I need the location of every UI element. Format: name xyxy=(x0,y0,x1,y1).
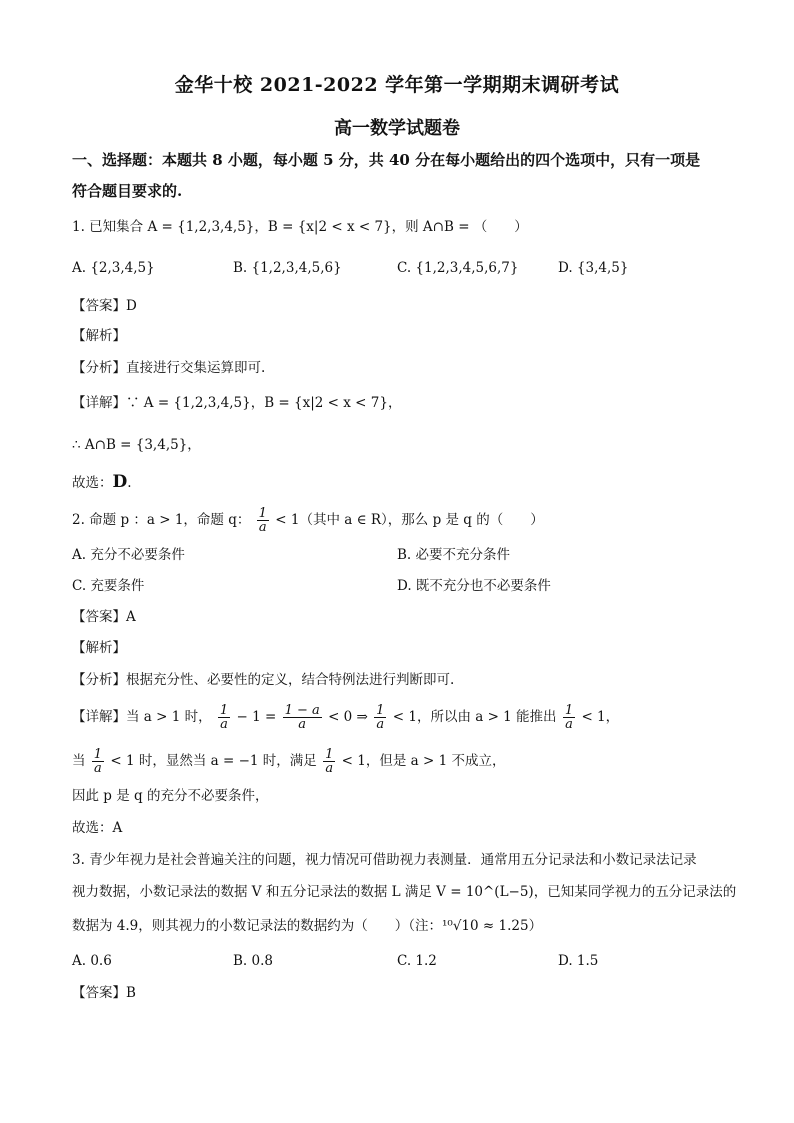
exam-title: 金华十校 2021-2022 学年第一学期期末调研考试 xyxy=(174,74,620,96)
q1-stem: 1. 已知集合 A = {1,2,3,4,5}，B = {x|2 < x < 7}，则 A∩B = （ ） xyxy=(72,219,528,235)
q1-answer: 【答案】D xyxy=(72,298,137,314)
frac-denominator: a xyxy=(376,717,385,732)
q2-d1-part1: 【详解】当 a > 1 时， xyxy=(72,709,212,725)
fraction xyxy=(283,704,322,731)
q2-d2-part2: < 1 时，显然当 a = −1 时，满足 xyxy=(110,753,317,769)
q3-line2: 视力数据，小数记录法的数据 V 和五分记录法的数据 L 满足 V = 10^(L−5)，已知某同学视力的五分记录法的 xyxy=(72,884,737,900)
frac-numerator: 1 xyxy=(258,506,267,521)
q1-detail-1: 【详解】∵ A = {1,2,3,4,5}，B = {x|2 < x < 7}， xyxy=(72,395,402,411)
frac-numerator: 1 xyxy=(376,703,385,718)
q2-d1-part4: < 1，所以由 a > 1 能推出 xyxy=(392,709,557,725)
fraction xyxy=(374,704,386,731)
q2-answer: 【答案】A xyxy=(72,609,136,625)
q2-choose: 故选：A xyxy=(72,820,123,836)
q3-option-b: B. 0.8 xyxy=(233,953,273,969)
q1-analysis-label: 【解析】 xyxy=(72,328,126,344)
q2-fraction xyxy=(257,507,269,534)
q3-line1: 3. 青少年视力是社会普遍关注的问题，视力情况可借助视力表测量．通常用五分记录法和小数记录法记录 xyxy=(72,852,697,868)
q1-choose-letter: D xyxy=(112,472,128,492)
frac-denominator: a xyxy=(565,717,573,732)
frac-denominator: a xyxy=(94,761,102,776)
q1-choose-prefix: 故选： xyxy=(72,475,113,491)
frac-numerator: 1 xyxy=(219,703,229,718)
q1-choose-suffix: . xyxy=(127,475,132,491)
exam-subtitle: 高一数学试题卷 xyxy=(334,118,460,139)
section-heading-line1: 一、选择题：本题共 8 小题，每小题 5 分，共 40 分在每小题给出的四个选项中，只有一项是 xyxy=(72,151,701,169)
q3-option-a: A. 0.6 xyxy=(72,953,112,969)
q2-option-a: A. 充分不必要条件 xyxy=(72,547,185,563)
q2-option-c: C. 充要条件 xyxy=(72,578,145,594)
q1-option-a: A. {2,3,4,5} xyxy=(72,260,155,276)
q1-detail-2: ∴ A∩B = {3,4,5}， xyxy=(72,437,201,453)
q2-option-b: B. 必要不充分条件 xyxy=(397,547,511,563)
frac-numerator: 1 xyxy=(325,747,334,762)
q2-d1-part2: − 1 = xyxy=(236,709,277,725)
frac-denominator: a xyxy=(298,717,307,732)
frac-denominator: a xyxy=(325,761,334,776)
q2-stem-part1: 2. 命题 p ：a > 1，命题 q： xyxy=(72,512,251,528)
q1-option-b: B. {1,2,3,4,5,6} xyxy=(233,260,342,276)
q2-analysis-label: 【解析】 xyxy=(72,640,126,656)
q2-analysis: 【分析】根据充分性、必要性的定义，结合特例法进行判断即可. xyxy=(72,672,455,688)
fraction xyxy=(92,748,104,775)
q2-d1-part5: < 1， xyxy=(581,709,620,725)
section-heading-line2: 符合题目要求的. xyxy=(72,182,183,200)
q3-answer: 【答案】B xyxy=(72,985,136,1001)
q2-option-d: D. 既不充分也不必要条件 xyxy=(397,578,551,594)
q1-option-c: C. {1,2,3,4,5,6,7} xyxy=(397,260,519,276)
q1-choose xyxy=(72,472,132,493)
q1-option-d: D. {3,4,5} xyxy=(558,260,629,276)
q2-stem xyxy=(72,507,544,534)
q3-option-c: C. 1.2 xyxy=(397,953,437,969)
fraction xyxy=(218,704,230,731)
q3-line3: 数据为 4.9，则其视力的小数记录法的数据约为（ ）（注：¹⁰√10 ≈ 1.25） xyxy=(72,918,543,934)
frac-numerator: 1 xyxy=(93,747,103,762)
q2-detail-3: 因此 p 是 q 的充分不必要条件， xyxy=(72,788,269,804)
q3-option-d: D. 1.5 xyxy=(558,953,599,969)
frac-numerator: 1 − a xyxy=(284,703,320,718)
q2-stem-part2: < 1（其中 a ∈ R），那么 p 是 q 的（ ） xyxy=(275,512,544,528)
fraction xyxy=(323,748,335,775)
frac-numerator: 1 xyxy=(564,703,574,718)
fraction xyxy=(563,704,575,731)
frac-denominator: a xyxy=(220,717,228,732)
q2-d1-part3: < 0 ⇒ xyxy=(328,709,368,725)
q1-analysis: 【分析】直接进行交集运算即可. xyxy=(72,360,266,376)
q2-detail-1 xyxy=(72,704,619,731)
q2-d2-part3: < 1，但是 a > 1 不成立， xyxy=(341,753,506,769)
q2-detail-2 xyxy=(72,748,505,775)
q2-d2-part1: 当 xyxy=(72,753,86,769)
frac-denominator: a xyxy=(258,520,267,535)
